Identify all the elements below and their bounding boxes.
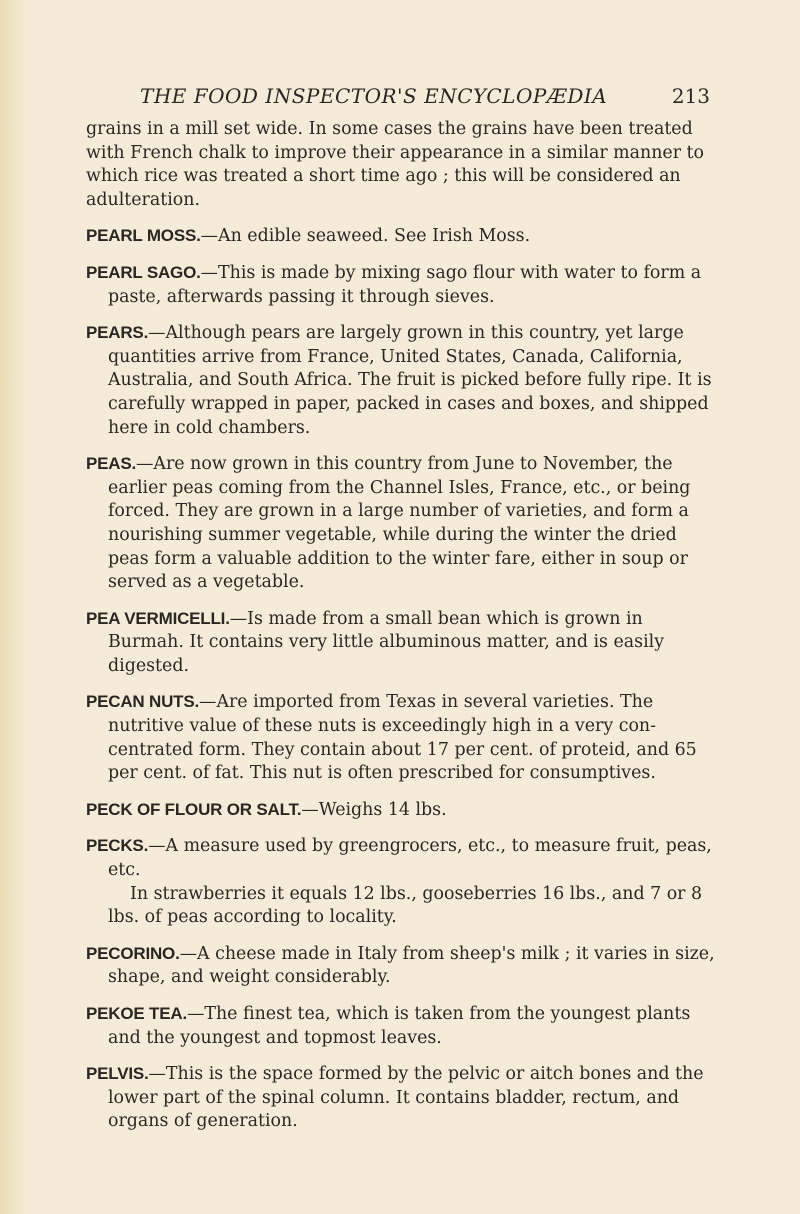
entry-text: —Are imported from Texas in several varieties. The nutritive value of these nuts is exceedingly high in a very con-centrated form. They contain about 17 per cent. of proteid, and 65 per cent. of fat. This nut is often prescribed for consumptives.	[108, 692, 697, 784]
entry-pecks	[86, 834, 722, 882]
entry-pea-vermicelli	[86, 607, 722, 679]
entry-term: PECORINO.	[86, 943, 180, 963]
entry-pelvis	[86, 1062, 722, 1134]
entry-term: PEARS.	[86, 323, 149, 343]
entry-pekoe-tea	[86, 1002, 722, 1050]
entry-text: —This is the space formed by the pelvic or aitch bones and the lower part of the spinal column. It contains bladder, rectum, and organs of generation.	[108, 1064, 704, 1132]
entry-term: PECK OF FLOUR OR SALT.	[86, 799, 302, 819]
entry-term: PELVIS.	[86, 1064, 149, 1084]
entry-term: PEARL MOSS.	[86, 226, 201, 246]
entry-text: In strawberries it equals 12 lbs., gooseberries 16 lbs., and 7 or 8 lbs. of peas according to locality.	[108, 883, 703, 928]
entry-text: —Although pears are largely grown in this country, yet large quantities arrive from France, United States, Canada, California, Australia, and South Africa. The fruit is picked before fully ripe. It is carefully wrapped in paper, packed in cases and boxes, and shipped here in cold chambers.	[108, 323, 712, 438]
page-body	[86, 118, 722, 1134]
entry-term: PECKS.	[86, 836, 149, 856]
entry-term: PECAN NUTS.	[86, 692, 200, 712]
page-header	[140, 84, 710, 116]
entry-pears	[86, 321, 722, 440]
entry-pearl-moss	[86, 224, 722, 249]
entry-term: PEA VERMICELLI.	[86, 608, 230, 628]
entry-pecorino	[86, 942, 722, 990]
entry-term: PEAS.	[86, 454, 137, 474]
entry-term: PEKOE TEA.	[86, 1004, 187, 1023]
entry-pecks-continuation	[86, 883, 722, 930]
entry-text: —This is made by mixing sago flour with water to form a paste, afterwards passing it through sieves.	[108, 262, 702, 307]
entry-peas	[86, 452, 722, 595]
entry-peck-of-flour-or-salt	[86, 798, 722, 823]
entry-text: —Are now grown in this country from June to November, the earlier peas coming from the Channel Isles, France, etc., or being forced. They are grown in a large number of varieties, and form a nourishing summer vegetable, while during the winter the dried peas form a valuable addition to the winter fare, either in soup or served as a vegetable.	[108, 454, 691, 593]
running-title: THE FOOD INSPECTOR'S ENCYCLOPÆDIA	[140, 84, 608, 108]
entry-term: PEARL SAGO.	[86, 262, 201, 282]
entry-pearl-sago	[86, 261, 722, 309]
entry-text: —Weighs 14 lbs.	[301, 799, 447, 820]
entry-text: —A cheese made in Italy from sheep's milk ; it varies in size, shape, and weight considerably.	[108, 943, 715, 988]
entry-text: —An edible seaweed. See Irish Moss.	[200, 226, 531, 247]
entry-text: —A measure used by greengrocers, etc., to measure fruit, peas, etc.	[108, 836, 712, 881]
entry-pecan-nuts	[86, 690, 722, 785]
continuation-paragraph: grains in a mill set wide. In some cases the grains have been treated with French chalk to improve their appearance in a similar manner to which rice was treated a short time ago ; this will be considered an adulteration.	[86, 119, 705, 210]
entry-text: —Is made from a small bean which is grown in Burmah. It contains very little albuminous matter, and is easily digested.	[108, 608, 665, 676]
entry-text: —The finest tea, which is taken from the youngest plants and the youngest and topmost leaves.	[108, 1004, 691, 1048]
page-number: 213	[671, 84, 710, 108]
